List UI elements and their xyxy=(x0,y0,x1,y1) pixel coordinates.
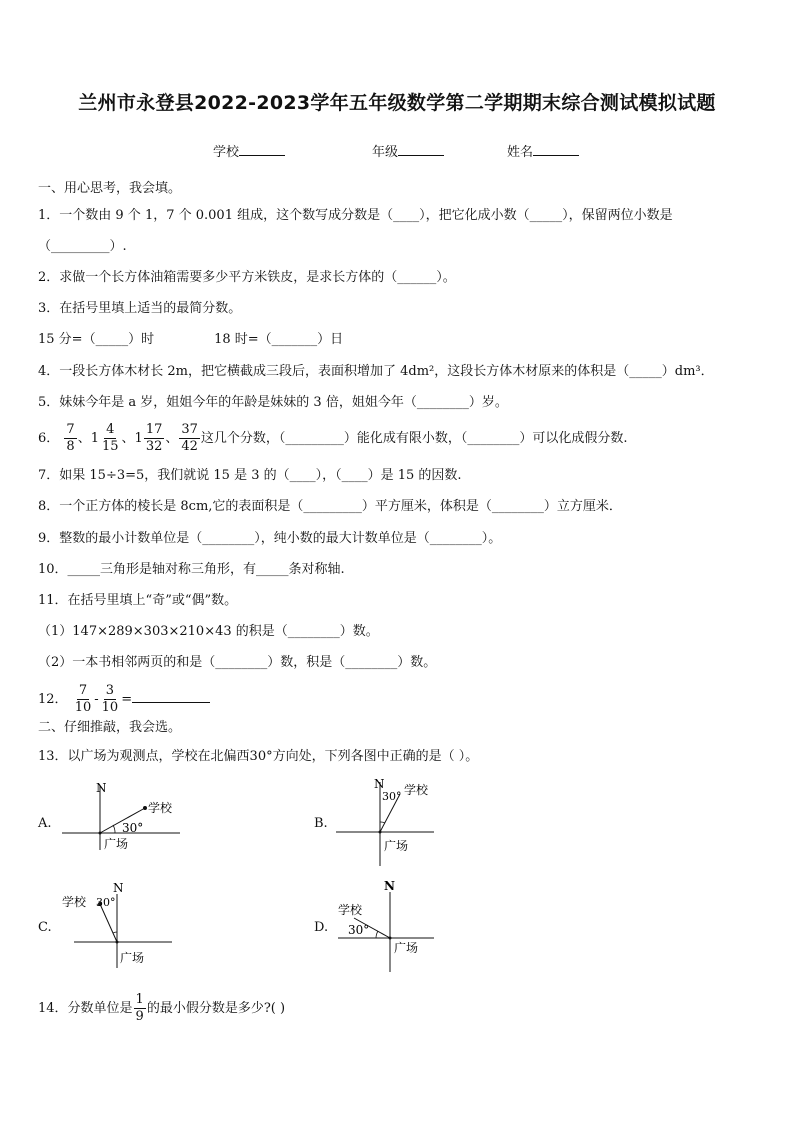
section-1-heading: 一、用心思考，我会填。 xyxy=(38,181,182,196)
question-3-answers: 15 分=（_____）时 18 时=（_______）日 xyxy=(38,332,344,347)
option-d-square: 广场 xyxy=(394,941,419,955)
question-14: 14．分数单位是 $\frac{1}{9}$ 的最小假分数是多少?( ) xyxy=(38,992,286,1024)
grade-blank xyxy=(398,143,444,156)
option-d-school: 学校 xyxy=(338,903,363,917)
grade-field: 年级 xyxy=(372,141,444,160)
option-a-angle: 30° xyxy=(122,821,144,835)
question-3: 3．在括号里填上适当的最简分数。 xyxy=(38,301,242,316)
option-c-north: N xyxy=(113,881,124,895)
option-a-north: N xyxy=(96,781,107,795)
question-7: 7．如果 15÷3=5，我们就说 15 是 3 的（____），（____）是 15 的因数. xyxy=(38,468,462,483)
option-a-square: 广场 xyxy=(104,837,129,851)
answer-blank xyxy=(132,689,210,703)
option-b-angle: 30° xyxy=(382,790,402,803)
fraction-1-9: $\frac{1}{9}$ xyxy=(135,992,144,1024)
option-b-square: 广场 xyxy=(384,839,409,853)
option-b-north: N xyxy=(374,777,385,791)
option-c-school: 学校 xyxy=(62,895,87,909)
fraction-17-32: $\frac{17}{32}$ xyxy=(145,422,163,454)
question-11-part-2: （2）一本书相邻两页的和是（________）数，积是（________）数。 xyxy=(38,655,437,670)
fraction-4-15: $\frac{4}{15}$ xyxy=(101,422,119,454)
option-c-angle: 30° xyxy=(96,896,116,909)
fraction-7-10: $\frac{7}{10}$ xyxy=(74,683,92,715)
option-d-north: N xyxy=(384,879,395,893)
option-b-school: 学校 xyxy=(404,783,429,797)
option-a-diagram xyxy=(60,778,190,858)
option-c-square: 广场 xyxy=(120,951,145,965)
option-b-diagram xyxy=(334,774,444,874)
question-11-part-1: （1）147×289×303×210×43 的积是（________）数。 xyxy=(38,624,379,639)
school-blank xyxy=(239,143,285,156)
question-1-line-1: 1．一个数由 9 个 1，7 个 0.001 组成，这个数写成分数是（____），把它化成小数（_____），保留两位小数是 xyxy=(38,208,673,223)
question-1-line-2: （_________）. xyxy=(38,239,127,254)
question-5: 5．妹妹今年是 a 岁，姐姐今年的年龄是妹妹的 3 倍，姐姐今年（________）岁。 xyxy=(38,395,508,410)
option-c-label[interactable]: C. xyxy=(38,920,52,935)
option-a-label[interactable]: A. xyxy=(38,816,52,831)
option-d-label[interactable]: D. xyxy=(314,920,329,935)
option-d-angle: 30° xyxy=(348,923,370,937)
question-13: 13．以广场为观测点，学校在北偏西30°方向处，下列各图中正确的是（ ）。 xyxy=(38,749,479,764)
question-4: 4．一段长方体木材长 2m，把它横截成三段后，表面积增加了 4dm²，这段长方体木材原来的体积是（_____）dm³． xyxy=(38,364,714,379)
fraction-3-10: $\frac{3}{10}$ xyxy=(101,683,119,715)
option-d-diagram xyxy=(334,876,444,976)
question-8: 8．一个正方体的棱长是 8cm,它的表面积是（_________）平方厘米，体积是（________）立方厘米． xyxy=(38,499,622,514)
question-2: 2．求做一个长方体油箱需要多少平方米铁皮，是求长方体的（______）。 xyxy=(38,270,456,285)
fraction-7-8: $\frac{7}{8}$ xyxy=(66,422,75,454)
option-b-label[interactable]: B. xyxy=(314,816,328,831)
question-11: 11．在括号里填上“奇”或“偶”数。 xyxy=(38,593,238,608)
question-12: 12． $\frac{7}{10}$ - $\frac{3}{10}$ = xyxy=(38,683,210,716)
name-field: 姓名 xyxy=(507,141,579,160)
option-a-school: 学校 xyxy=(148,801,173,815)
question-9: 9．整数的最小计数单位是（________），纯小数的最大计数单位是（________）。 xyxy=(38,531,502,546)
fraction-37-42: $\frac{37}{42}$ xyxy=(181,422,198,454)
question-6: 6． $\frac{7}{8}$ 、1 $\frac{4}{15}$ 、1 $\frac{17}{32}$ 、 $\frac{37}{42}$ 这几个分数，（_________）能化成有限小数，（________）可以化成假分数. xyxy=(38,422,628,454)
option-c-diagram xyxy=(60,880,180,975)
page-title: 兰州市永登县2022-2023学年五年级数学第二学期期末综合测试模拟试题 xyxy=(78,92,716,114)
name-blank xyxy=(533,143,579,156)
school-field: 学校 xyxy=(213,141,285,160)
question-10: 10．_____三角形是轴对称三角形，有_____条对称轴. xyxy=(38,562,345,577)
section-2-heading: 二、仔细推敲，我会选。 xyxy=(38,720,182,735)
